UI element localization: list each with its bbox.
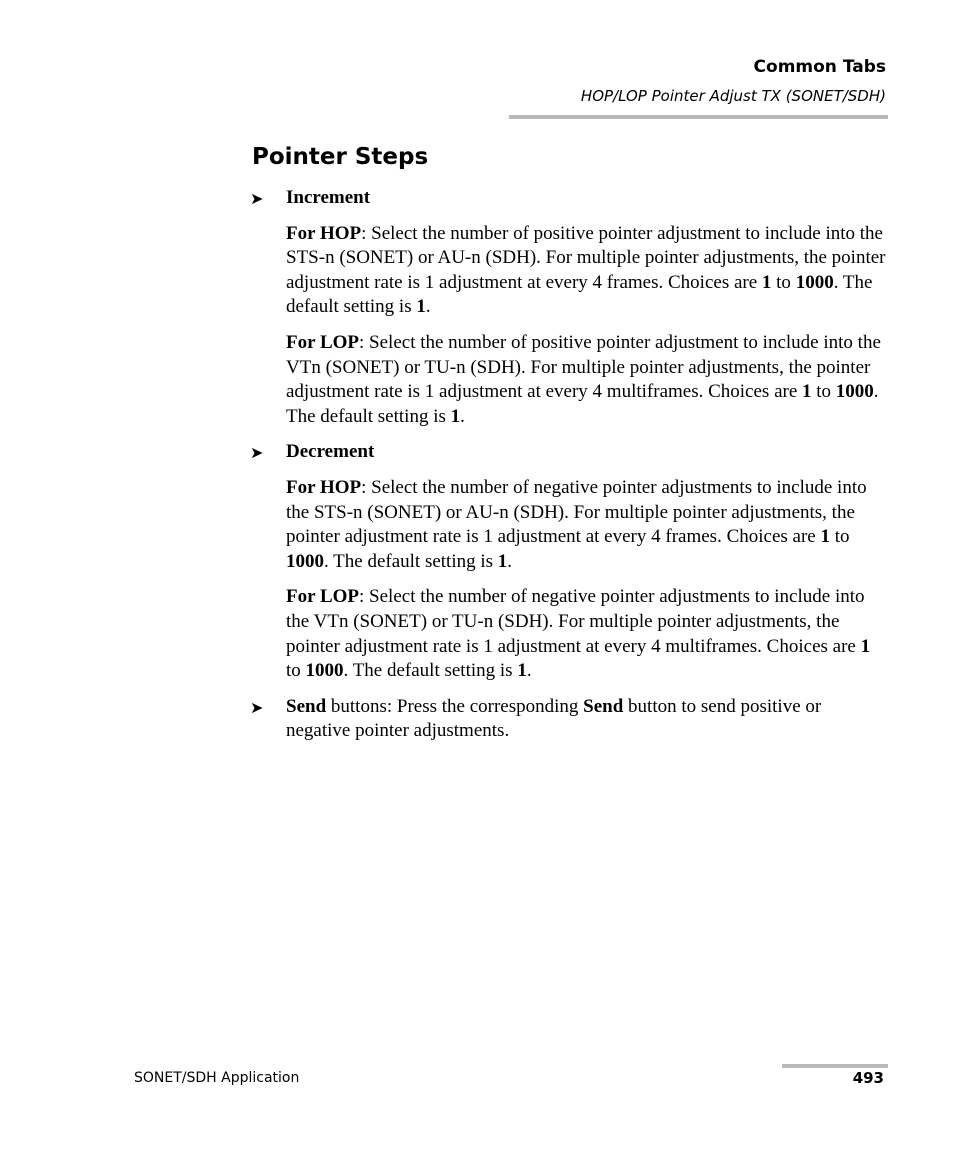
section-title: Pointer Steps — [252, 144, 429, 170]
list-item-send — [250, 695, 888, 744]
paragraph-lop: For LOP: Select the number of negative pointer adjustments to include into the VTn (SONET) or TU-n (SDH). For multiple pointer adjustments, the pointer adjustment rate is 1 adjustment at every 4 multiframes. Choices are 1 to 1000. The default setting is 1. — [286, 586, 871, 682]
header-rule — [509, 115, 888, 119]
footer-rule — [782, 1064, 888, 1068]
paragraph-lop: For LOP: Select the number of positive pointer adjustment to include into the VTn (SONET) or TU-n (SDH). For multiple pointer adjustments, the pointer adjustment rate is 1 adjustment at every 4 multiframes. Choices are 1 to 1000. The default setting is 1. — [286, 331, 881, 427]
paragraph-hop: For HOP: Select the number of positive pointer adjustment to include into the STS-n (SONET) or AU-n (SDH). For multiple pointer adjustments, the pointer adjustment rate is 1 adjustment at every 4 frames. Choices are 1 to 1000. The default setting is 1. — [286, 222, 886, 318]
list-item-increment — [250, 186, 888, 429]
arrow-bullet-icon: ➤ — [250, 697, 264, 717]
content-body — [250, 186, 888, 755]
arrow-bullet-icon: ➤ — [250, 189, 264, 208]
running-header-subtitle: HOP/LOP Pointer Adjust TX (SONET/SDH) — [580, 87, 886, 105]
page-number: 493 — [852, 1069, 884, 1087]
arrow-bullet-icon: ➤ — [250, 443, 264, 463]
running-header-title: Common Tabs — [753, 57, 886, 77]
paragraph-send: Send buttons: Press the corresponding Send button to send positive or negative pointer adjustments. — [286, 695, 822, 742]
paragraph-hop: For HOP: Select the number of negative pointer adjustments to include into the STS-n (SONET) or AU-n (SDH). For multiple pointer adjustments, the pointer adjustment rate is 1 adjustment at every 4 frames. Choices are 1 to 1000. The default setting is 1. — [286, 476, 867, 572]
footer-document-title: SONET/SDH Application — [134, 1070, 300, 1086]
list-item-decrement — [250, 440, 888, 683]
item-heading: Decrement — [286, 441, 375, 463]
item-heading: Increment — [286, 187, 371, 208]
